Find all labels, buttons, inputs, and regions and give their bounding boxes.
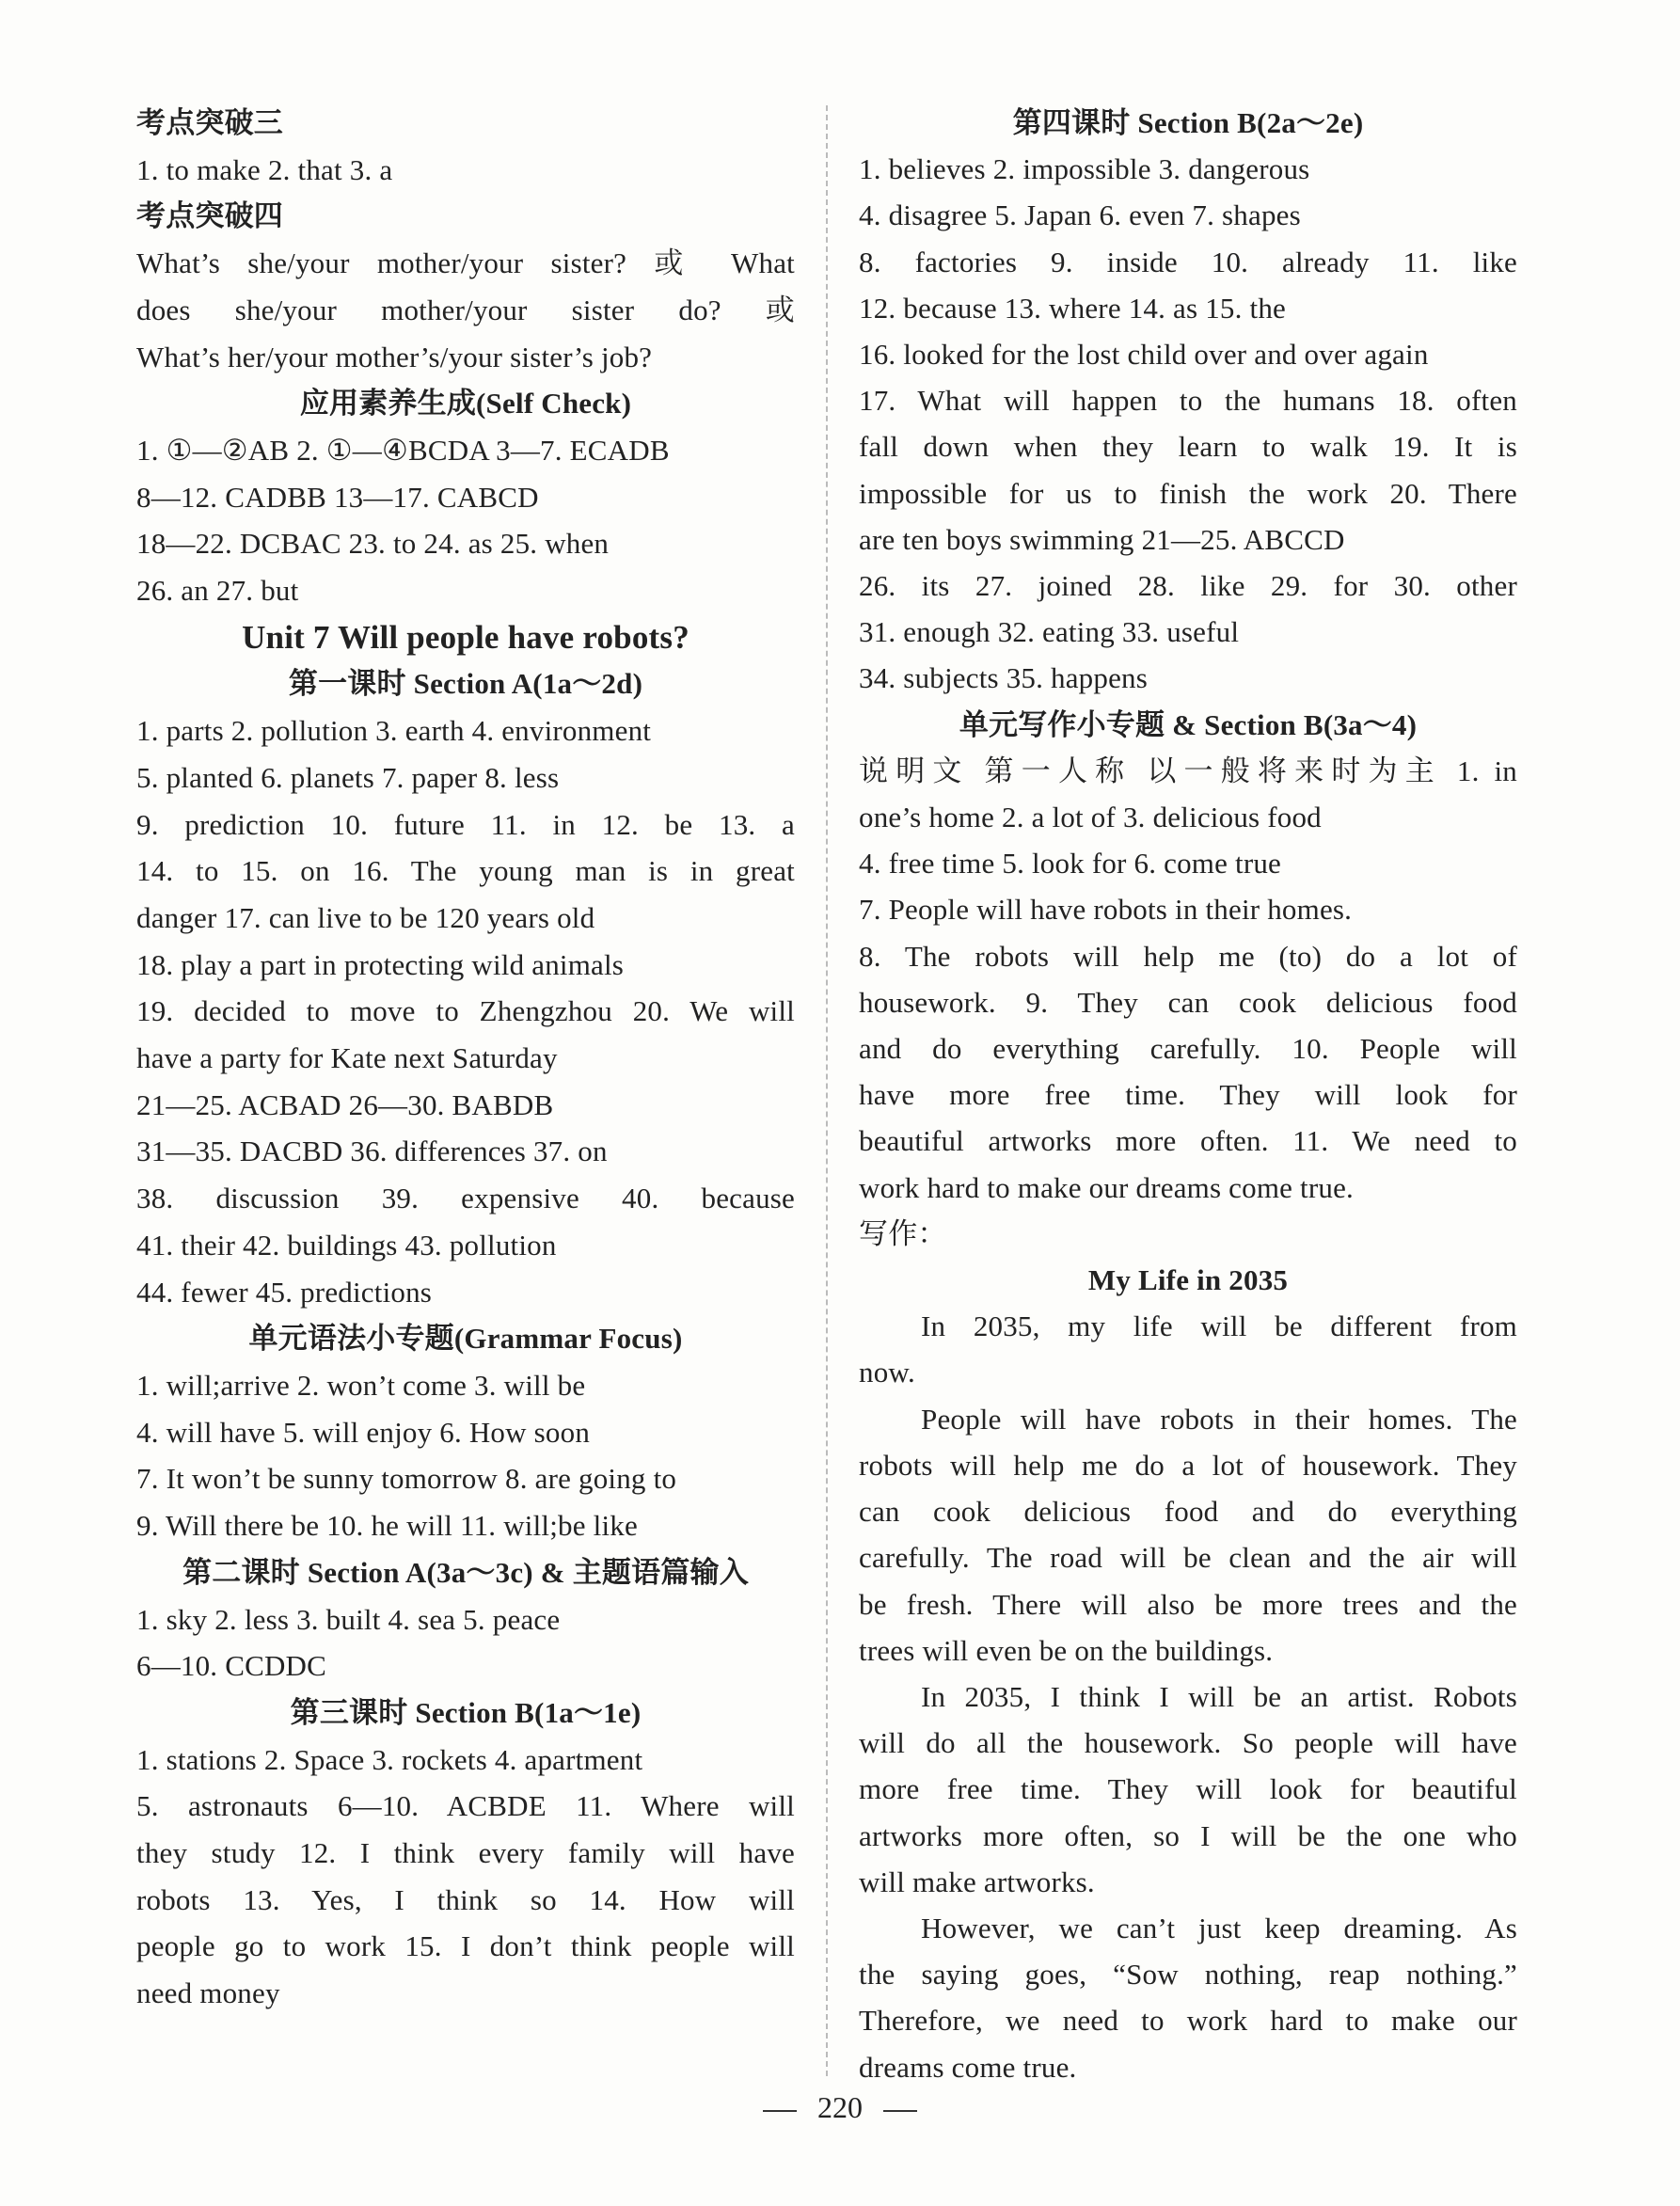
- text-line: 17. What will happen to the humans 18. often: [859, 384, 1517, 418]
- section-heading: 考点突破四: [136, 199, 283, 233]
- section-heading: 应用素养生成(Self Check): [299, 387, 632, 421]
- text-line: 18. play a part in protecting wild animals: [136, 947, 625, 981]
- text-line: more free time. They will look for beautiful: [859, 1772, 1517, 1806]
- text-line: 41. their 42. buildings 43. pollution: [136, 1228, 557, 1262]
- text-line: can cook delicious food and do everything: [859, 1495, 1517, 1529]
- right-column: [859, 100, 1517, 2090]
- text-line: What’s she/your mother/your sister? 或 What: [136, 246, 795, 280]
- text-line: trees will even be on the buildings.: [859, 1633, 1274, 1667]
- text-line: and do everything carefully. 10. People will: [859, 1032, 1517, 1066]
- text-line: does she/your mother/your sister do? 或: [136, 293, 795, 326]
- text-line: robots will help me do a lot of housework. They: [859, 1448, 1517, 1482]
- text-line: 7. It won’t be sunny tomorrow 8. are going to: [136, 1462, 677, 1496]
- text-line: In 2035, my life will be different from: [921, 1309, 1517, 1343]
- section-heading: 单元语法小专题(Grammar Focus): [248, 1322, 683, 1356]
- text-line: are ten boys swimming 21—25. ABCCD: [859, 522, 1345, 556]
- text-line: one’s home 2. a lot of 3. delicious food: [859, 801, 1322, 834]
- text-line: 4. free time 5. look for 6. come true: [859, 847, 1281, 881]
- text-line: 16. looked for the lost child over and over again: [859, 338, 1429, 372]
- text-line: artworks more often, so I will be the one who: [859, 1818, 1517, 1852]
- page-number: 220: [817, 2090, 863, 2124]
- text-line: impossible for us to finish the work 20. There: [859, 476, 1517, 510]
- text-line: beautiful artworks more often. 11. We need to: [859, 1124, 1517, 1158]
- text-line: 12. because 13. where 14. as 15. the: [859, 291, 1286, 325]
- left-column: [136, 100, 795, 2017]
- section-heading: 单元写作小专题 & Section B(3a～4): [959, 707, 1418, 741]
- text-line: 6—10. CCDDC: [136, 1649, 327, 1683]
- text-line: 26. its 27. joined 28. like 29. for 30. other: [859, 569, 1517, 603]
- page-footer: [0, 2090, 1680, 2125]
- text-line: 8. The robots will help me (to) do a lot of: [859, 939, 1517, 973]
- text-line: 1. will;arrive 2. won’t come 3. will be: [136, 1368, 586, 1402]
- text-line: fall down when they learn to walk 19. It is: [859, 430, 1517, 464]
- text-line: 14. to 15. on 16. The young man is in great: [136, 854, 795, 888]
- text-line: be fresh. There will also be more trees and the: [859, 1587, 1517, 1621]
- section-heading: 第二课时 Section A(3a～3c) & 主题语篇输入: [182, 1555, 749, 1589]
- section-heading: 第四课时 Section B(2a～2e): [1012, 106, 1364, 139]
- text-line: 21—25. ACBAD 26—30. BABDB: [136, 1087, 554, 1121]
- text-line: have a party for Kate next Saturday: [136, 1041, 558, 1075]
- text-line: People will have robots in their homes. The: [921, 1402, 1517, 1436]
- text-line: carefully. The road will be clean and the air will: [859, 1541, 1517, 1575]
- unit-title: Unit 7 Will people have robots?: [242, 618, 689, 656]
- text-line: 1. stations 2. Space 3. rockets 4. apartment: [136, 1742, 643, 1776]
- text-line: robots 13. Yes, I think so 14. How will: [136, 1882, 795, 1916]
- text-line: people go to work 15. I don’t think people will: [136, 1929, 795, 1963]
- text-line: 19. decided to move to Zhengzhou 20. We will: [136, 994, 795, 1028]
- section-heading: 第三课时 Section B(1a～1e): [290, 1695, 642, 1729]
- text-line: 18—22. DCBAC 23. to 24. as 25. when: [136, 527, 610, 561]
- text-line: 5. astronauts 6—10. ACBDE 11. Where will: [136, 1789, 795, 1823]
- text-line: 1. believes 2. impossible 3. dangerous: [859, 152, 1310, 186]
- text-line: 写作：: [859, 1216, 947, 1250]
- footer-dash-left: [763, 2110, 797, 2112]
- footer-dash-right: [883, 2110, 917, 2112]
- column-divider: [826, 105, 828, 2076]
- text-line: they study 12. I think every family will have: [136, 1836, 795, 1870]
- text-line: work hard to make our dreams come true.: [859, 1170, 1355, 1204]
- text-line: now.: [859, 1356, 915, 1389]
- text-line: 38. discussion 39. expensive 40. because: [136, 1182, 795, 1215]
- text-line: In 2035, I think I will be an artist. Robots: [921, 1679, 1517, 1713]
- text-line: dreams come true.: [859, 2050, 1077, 2084]
- text-line: Therefore, we need to work hard to make our: [859, 2004, 1517, 2038]
- text-line: will do all the housework. So people will have: [859, 1726, 1517, 1760]
- text-line: 7. People will have robots in their homes.: [859, 893, 1353, 927]
- text-line: 4. will have 5. will enjoy 6. How soon: [136, 1415, 591, 1449]
- text-line: the saying goes, “Sow nothing, reap nothing.”: [859, 1958, 1517, 1992]
- text-line: 26. an 27. but: [136, 574, 299, 608]
- text-line: have more free time. They will look for: [859, 1078, 1517, 1112]
- text-line: 9. Will there be 10. he will 11. will;be like: [136, 1509, 638, 1543]
- text-line: 1. sky 2. less 3. built 4. sea 5. peace: [136, 1602, 561, 1636]
- text-line: 5. planted 6. planets 7. paper 8. less: [136, 760, 560, 794]
- text-line: 1. parts 2. pollution 3. earth 4. environment: [136, 714, 652, 748]
- text-line: housework. 9. They can cook delicious food: [859, 985, 1517, 1019]
- text-line: 31. enough 32. eating 33. useful: [859, 615, 1240, 649]
- section-heading: 考点突破三: [136, 106, 283, 139]
- text-line: 4. disagree 5. Japan 6. even 7. shapes: [859, 198, 1301, 232]
- text-line: 44. fewer 45. predictions: [136, 1275, 433, 1309]
- text-line: What’s her/your mother’s/your sister’s job?: [136, 340, 653, 373]
- text-line: 8. factories 9. inside 10. already 11. like: [859, 245, 1517, 278]
- text-line: danger 17. can live to be 120 years old: [136, 900, 595, 934]
- section-heading: 第一课时 Section A(1a～2d): [288, 667, 643, 701]
- section-heading: My Life in 2035: [1087, 1263, 1289, 1297]
- text-line: 8—12. CADBB 13—17. CABCD: [136, 480, 539, 514]
- text-line: 1. ①—②AB 2. ①—④BCDA 3—7. ECADB: [136, 433, 670, 467]
- text-line: 34. subjects 35. happens: [859, 661, 1149, 695]
- text-line: need money: [136, 1976, 280, 2010]
- text-line: 1. to make 2. that 3. a: [136, 152, 393, 186]
- text-line: 9. prediction 10. future 11. in 12. be 13. a: [136, 807, 795, 841]
- text-line: will make artworks.: [859, 1865, 1095, 1898]
- text-line: 说明文 第一人称 以一般将来时为主 1. in: [859, 754, 1517, 787]
- text-line: However, we can’t just keep dreaming. As: [921, 1911, 1517, 1944]
- text-line: 31—35. DACBD 36. differences 37. on: [136, 1135, 608, 1168]
